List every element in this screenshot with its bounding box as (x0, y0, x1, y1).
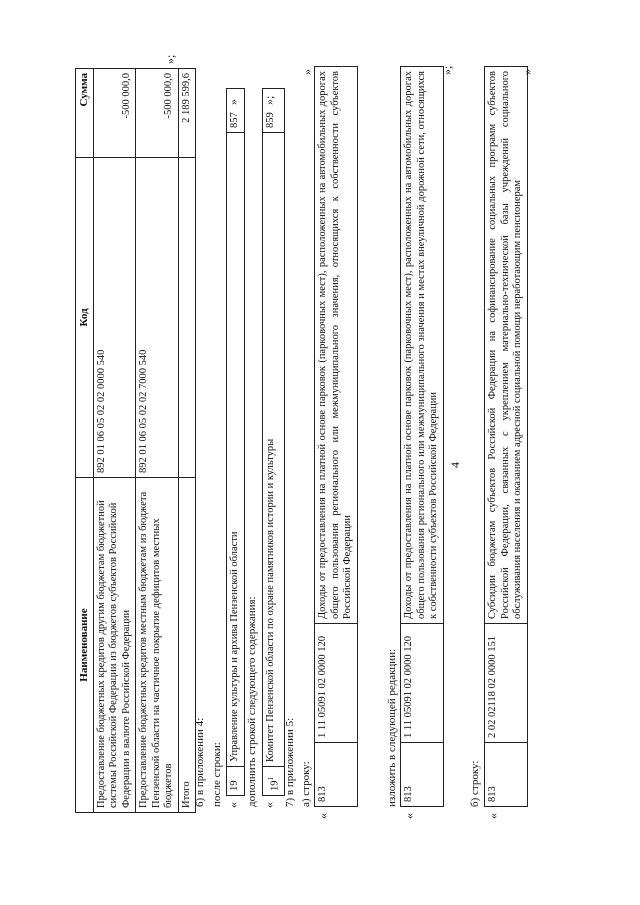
supplement-label: дополнить строкой следующего содержания: (246, 596, 258, 807)
row-code: 859 (263, 89, 285, 133)
row-name: Предоставление бюджетных кредитов другим бюджетам бюджетной системы Российской Федерации из бюджетов субъектов Российской Федерации в валюте Российской Федерации (93, 478, 136, 813)
open-quote: « (486, 813, 500, 819)
appendix5-row-b (484, 66, 528, 807)
row-number: 19 (227, 767, 245, 796)
open-quote: « (226, 802, 240, 808)
close-quote: » (520, 69, 534, 75)
page-number: 4 (448, 462, 462, 468)
table-row (93, 69, 136, 813)
row-code: 892 01 06 05 02 02 0000 540 (93, 157, 136, 477)
close-quote: » (300, 69, 314, 75)
row-admin-code: 813 (485, 743, 528, 807)
table-close-quote: »; (163, 54, 177, 64)
after-rows-label: после строки: (211, 742, 223, 807)
section6-heading: 6) в приложении 4: (194, 717, 206, 807)
appendix4-row-19-1 (262, 88, 285, 796)
row-sum: -500 000,0 (136, 69, 179, 158)
appendix5-row-a (314, 66, 358, 807)
table-row-total (178, 69, 196, 813)
a-label: а) строку: (300, 761, 312, 807)
row-budget-code: 2 02 02118 02 0000 151 (485, 624, 528, 743)
open-quote: « (316, 813, 330, 819)
table-row (136, 69, 179, 813)
total-code (178, 157, 196, 477)
row-budget-code: 1 11 05091 02 0000 120 (315, 624, 358, 743)
table-row (263, 89, 285, 796)
close-quote: »; (262, 95, 276, 105)
header-code: Код (76, 157, 94, 477)
row-number-superscript: 1 (267, 777, 275, 781)
row-admin-code: 813 (401, 743, 444, 807)
total-label: Итого (178, 478, 196, 813)
b-label: б) строку: (469, 760, 481, 807)
close-quote: » (226, 99, 240, 105)
row-text: Управление культуры и архива Пензенской области (227, 133, 245, 767)
header-name: Наименование (76, 478, 94, 813)
row-number: $19^1$ (263, 767, 285, 796)
row-name: Предоставление бюджетных кредитов местным бюджетам из бюджета Пензенской области на частичное покрытие дефицитов местных бюджетов (136, 478, 179, 813)
appendix4-row-19 (226, 88, 245, 796)
row-text: Субсидии бюджетам субъектов Российской Федерации на софинансирование социальных программ субъектов Российской Федерации, связанных с укреплением материально-технической базы учреждений социального обслуживания населения и оказанием адресной социальной помощи неработающим пенсионерам (485, 67, 528, 624)
sources-table (75, 68, 196, 813)
table-row (315, 67, 358, 807)
row-text: Доходы от предоставления на платной основе парковок (парковочных мест), расположенных на автомобильных дорогах общего пользования регионального или межмуниципального значения, относящихся к собственности субъектов Российской Федерации (315, 67, 358, 624)
row-text: Комитет Пензенской области по охране памятников истории и культуры (263, 133, 285, 767)
row-budget-code: 1 11 05091 02 0000 120 (401, 624, 444, 743)
table-row (227, 89, 245, 796)
table-header-row (76, 69, 94, 813)
table-row (485, 67, 528, 807)
section7-heading: 7) в приложении 5: (284, 717, 296, 807)
table-row (401, 67, 444, 807)
open-quote: « (402, 813, 416, 819)
total-sum: 2 189 599,6 (178, 69, 196, 158)
open-quote: « (262, 802, 276, 808)
row-text: Доходы от предоставления на платной основе парковок (парковочных мест), расположенных на автомобильных дорогах общего пользования регионального или межмуниципального значения и местах внеуличной дорожной сети, относящихся к собственности субъектов Российской Федерации (401, 67, 444, 624)
row-sum: -500 000,0 (93, 69, 136, 158)
row-code: 892 01 06 05 02 02 7000 540 (136, 157, 179, 477)
row-code: 857 (227, 89, 245, 133)
close-quote: »; (440, 65, 454, 75)
row-admin-code: 813 (315, 743, 358, 807)
restate-label: изложить в следующей редакции: (386, 648, 398, 807)
appendix5-row-a-new (400, 66, 444, 807)
header-sum: Сумма (76, 69, 94, 158)
